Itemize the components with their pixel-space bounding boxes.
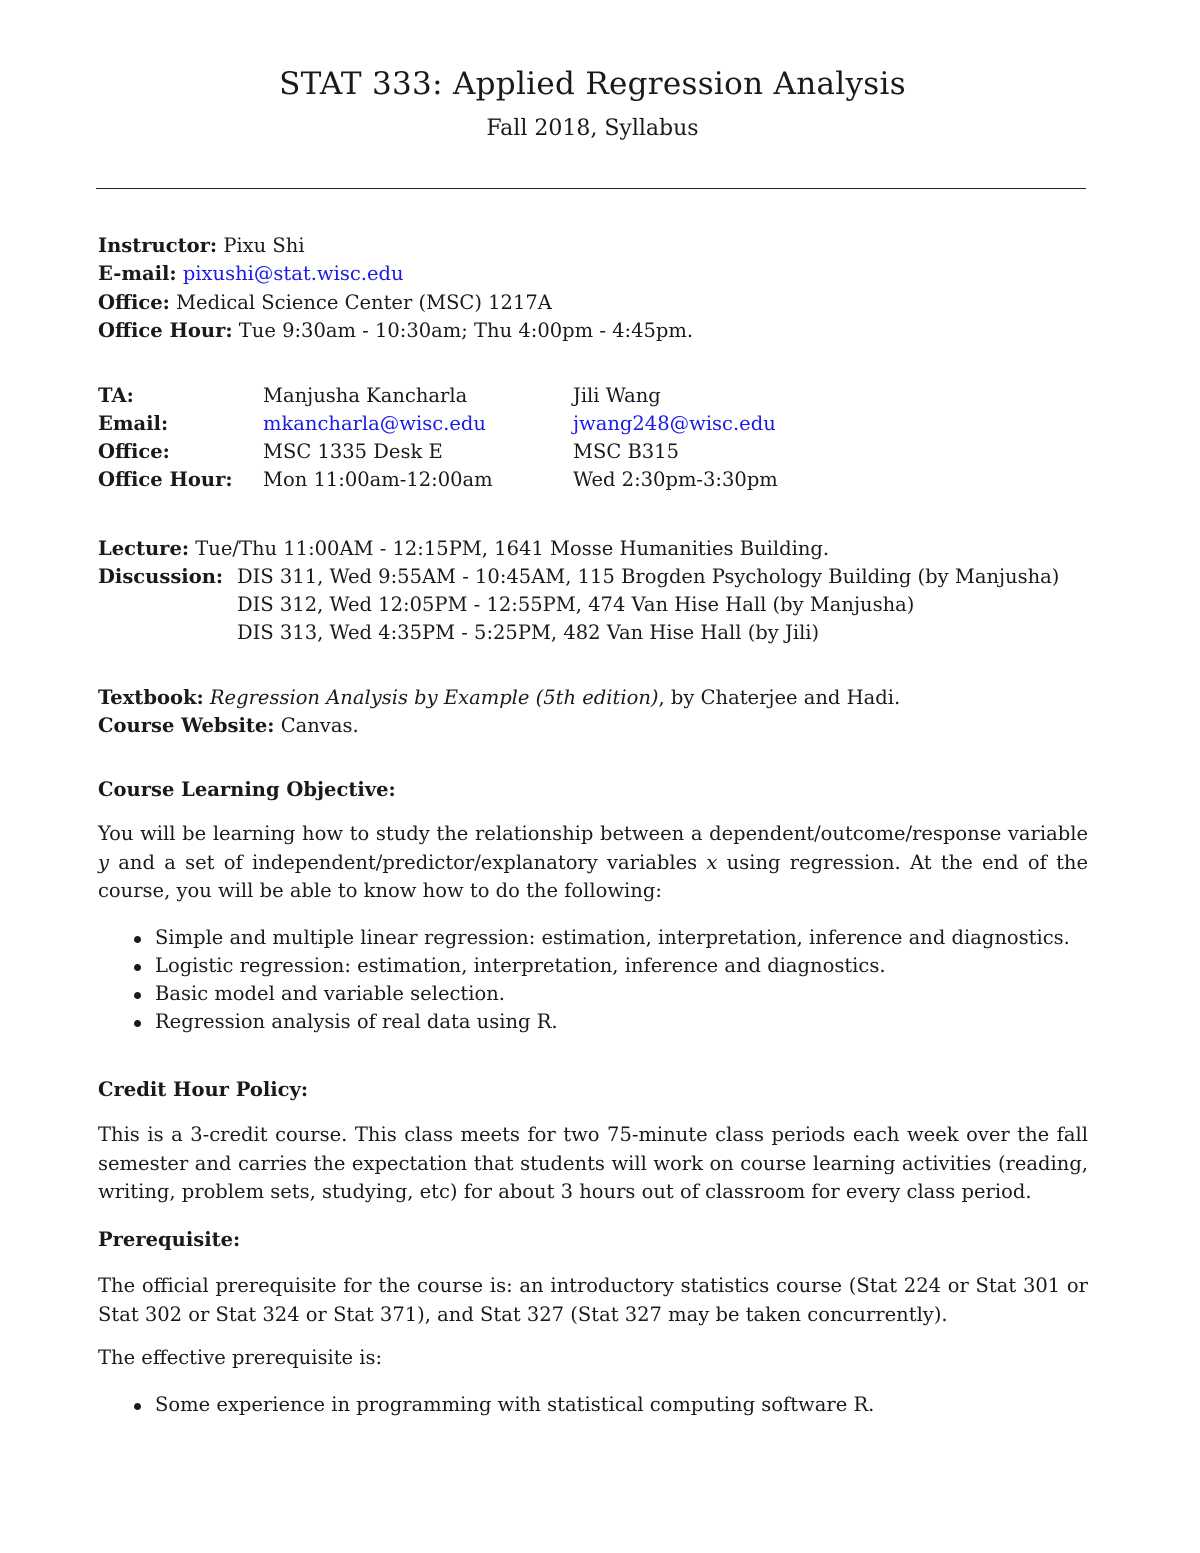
- bullet-icon: [134, 992, 141, 999]
- instructor-office: Medical Science Center (MSC) 1217A: [176, 291, 552, 314]
- instructor-office-line: [98, 291, 552, 314]
- document-subtitle: Fall 2018, Syllabus: [486, 116, 699, 141]
- discussion-312: DIS 312, Wed 12:05PM - 12:55PM, 474 Van Hise Hall (by Manjusha): [237, 593, 915, 616]
- prereq-effective: The effective prerequisite is:: [98, 1346, 383, 1369]
- ta1-office: MSC 1335 Desk E: [263, 440, 443, 463]
- variable-y: y: [98, 850, 110, 874]
- objective-item: Simple and multiple linear regression: estimation, interpretation, inference and diagnostics.: [155, 926, 1070, 949]
- ta2-email-link[interactable]: jwang248@wisc.edu: [573, 412, 776, 435]
- ta2-office: MSC B315: [573, 440, 679, 463]
- instructor-label: Instructor:: [98, 234, 218, 257]
- textbook-line: [98, 686, 900, 709]
- objective-paragraph: [98, 820, 1088, 906]
- office-label: Office:: [98, 291, 170, 314]
- discussion-313: DIS 313, Wed 4:35PM - 5:25PM, 482 Van Hise Hall (by Jili): [237, 621, 820, 644]
- bullet-icon: [134, 1403, 141, 1410]
- prereq-official: The official prerequisite for the course is: an introductory statistics course (Stat 224 or Stat 301 or Stat 302 or Stat 324 or Stat 371), and Stat 327 (Stat 327 may be taken concurrently).: [98, 1274, 1088, 1326]
- credit-heading: Credit Hour Policy:: [98, 1078, 309, 1101]
- textbook-title: Regression Analysis by Example (5th edition): [209, 686, 659, 709]
- discussion-label: Discussion:: [98, 565, 224, 588]
- ta1-hours: Mon 11:00am-12:00am: [263, 468, 493, 491]
- prereq-heading: Prerequisite:: [98, 1228, 241, 1251]
- ta2-name: Jili Wang: [573, 384, 661, 407]
- instructor-email-link[interactable]: pixushi@stat.wisc.edu: [182, 262, 404, 285]
- instructor-name: Pixu Shi: [223, 234, 305, 257]
- objective-item: Basic model and variable selection.: [155, 982, 505, 1005]
- prereq-item: Some experience in programming with statistical computing software R.: [155, 1393, 875, 1416]
- title-divider: [96, 188, 1086, 189]
- bullet-icon: [134, 1020, 141, 1027]
- objective-intro-a: You will be learning how to study the relationship between a dependent/outcome/response variable: [98, 822, 1088, 845]
- ta-office-label: Office:: [98, 440, 170, 463]
- variable-x: x: [706, 850, 718, 874]
- website-label: Course Website:: [98, 714, 275, 737]
- ta2-hours: Wed 2:30pm-3:30pm: [573, 468, 778, 491]
- document-title: STAT 333: Applied Regression Analysis: [279, 66, 906, 102]
- lecture-info: Tue/Thu 11:00AM - 12:15PM, 1641 Mosse Humanities Building.: [195, 537, 830, 560]
- website-line: [98, 714, 359, 737]
- ta-email-label: Email:: [98, 412, 169, 435]
- objective-item: Logistic regression: estimation, interpretation, inference and diagnostics.: [155, 954, 886, 977]
- objective-intro-c: using regression. At the end of the course, you will be able to know how to do the following:: [98, 850, 1089, 903]
- office-hour-label: Office Hour:: [98, 319, 233, 342]
- lecture-label: Lecture:: [98, 537, 190, 560]
- email-label: E-mail:: [98, 262, 177, 285]
- textbook-authors: , by Chaterjee and Hadi.: [658, 686, 901, 709]
- lecture-line: [98, 537, 829, 560]
- ta-hours-label: Office Hour:: [98, 468, 233, 491]
- bullet-icon: [134, 936, 141, 943]
- objective-intro-b: and a set of independent/predictor/explanatory variables: [109, 850, 707, 874]
- instructor-email-line: [98, 262, 404, 285]
- objective-heading: Course Learning Objective:: [98, 778, 396, 801]
- instructor-hours: Tue 9:30am - 10:30am; Thu 4:00pm - 4:45pm.: [238, 319, 694, 342]
- discussion-311: DIS 311, Wed 9:55AM - 10:45AM, 115 Brogden Psychology Building (by Manjusha): [237, 565, 1060, 588]
- credit-paragraph: This is a 3-credit course. This class meets for two 75-minute class periods each week over the fall semester and carries the expectation that students will work on course learning activities (reading, writing, problem sets, studying, etc) for about 3 hours out of classroom for every class period.: [98, 1123, 1088, 1204]
- ta1-name: Manjusha Kancharla: [263, 384, 468, 407]
- instructor-line: [98, 234, 305, 257]
- website-value: Canvas.: [280, 714, 359, 737]
- ta-label: TA:: [98, 384, 134, 407]
- ta1-email-link[interactable]: mkancharla@wisc.edu: [263, 412, 486, 435]
- bullet-icon: [134, 964, 141, 971]
- objective-item: Regression analysis of real data using R.: [155, 1010, 558, 1033]
- instructor-hours-line: [98, 319, 693, 342]
- textbook-label: Textbook:: [98, 686, 204, 709]
